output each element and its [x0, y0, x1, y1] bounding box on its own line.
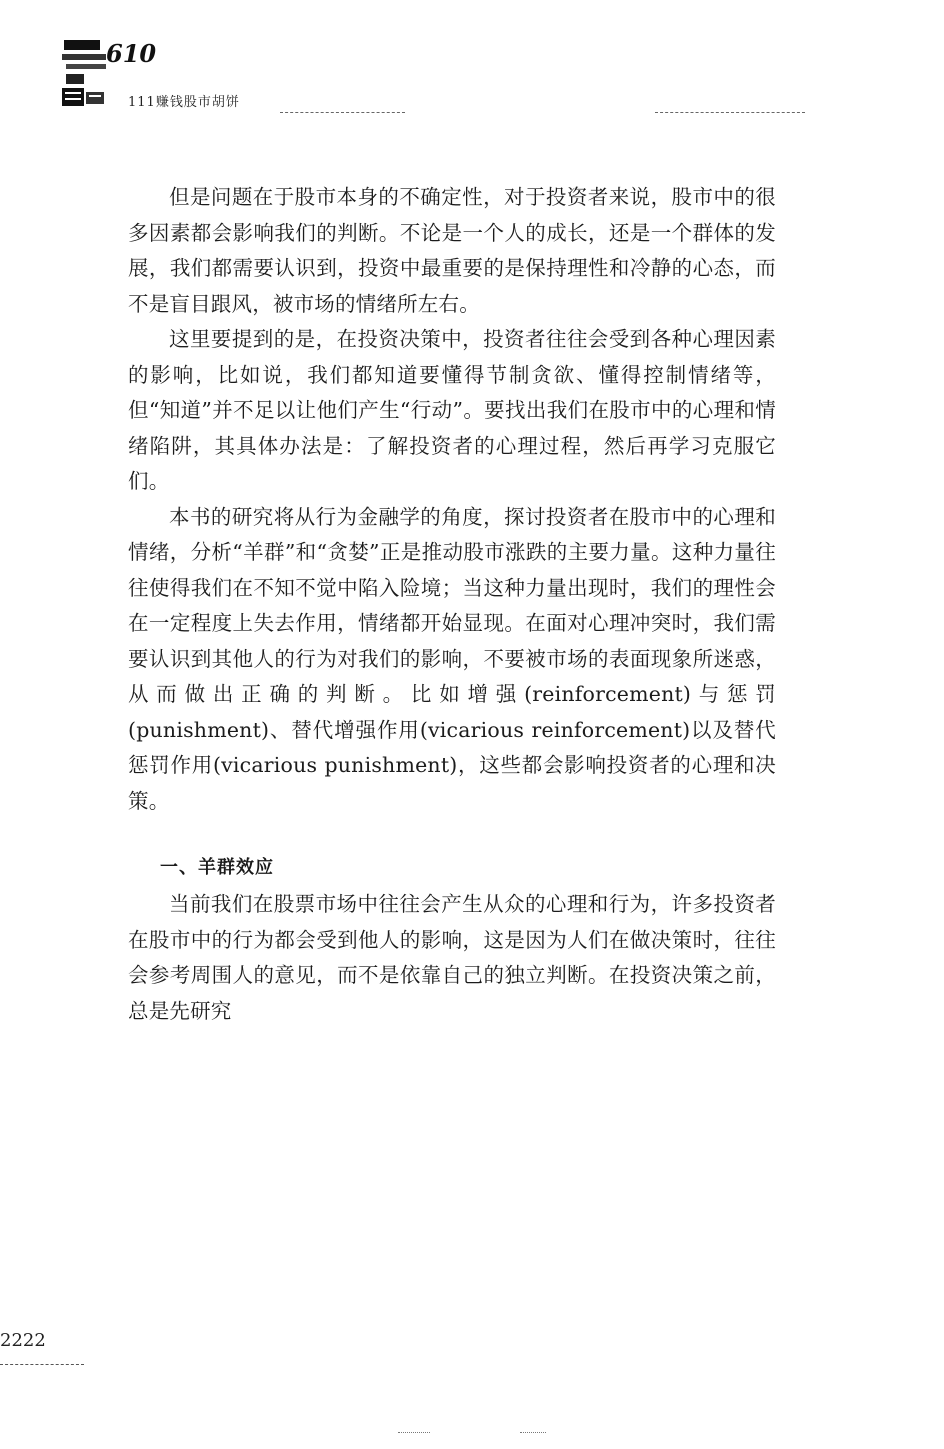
footer-dots-left	[398, 1432, 430, 1433]
header-rule-left	[280, 112, 405, 113]
section-title: 一、羊群效应	[160, 857, 274, 878]
footer-dots-right	[520, 1432, 546, 1433]
paragraph-3: 本书的研究将从行为金融学的角度，探讨投资者在股市中的心理和情绪，分析“羊群”和“贪婪”正是推动股市涨跌的主要力量。这种力量往往使得我们在不知不觉中陷入险境；当这种力量出现时，我们的理性会在一定程度上失去作用，情绪都开始显现。在面对心理冲突时，我们需要认识到其他人的行为对我们的影响，不要被市场的表面现象所迷惑，从而做出正确的判断。比如增强(reinforcement)与惩罚(punishment)、替代增强作用(vicarious reinforcement)以及替代惩罚作用(vicarious punishment)，这些都会影响投资者的心理和决策。	[128, 504, 776, 813]
running-head: 111赚钱股市胡饼	[128, 95, 240, 110]
page-number: 2222	[0, 1330, 46, 1351]
logo-mark: 610	[106, 39, 157, 68]
header-rule-right	[655, 112, 805, 113]
section-paragraph: 当前我们在股票市场中往往会产生从众的心理和行为，许多投资者在股市中的行为都会受到他人的影响，这是因为人们在做决策时，往往会参考周围人的意见，而不是依靠自己的独立判断。在投资决策之前，总是先研究	[128, 892, 776, 1023]
body-text	[128, 180, 776, 1029]
paragraph-2: 这里要提到的是，在投资决策中，投资者往往会受到各种心理因素的影响，比如说，我们都知道要懂得节制贪欲、懂得控制情绪等，但“知道”并不足以让他们产生“行动”。要找出我们在股市中的心理和情绪陷阱，其具体办法是：了解投资者的心理过程，然后再学习克服它们。	[128, 327, 776, 493]
footer-rule	[0, 1364, 84, 1365]
paragraph-1: 但是问题在于股市本身的不确定性，对于投资者来说，股市中的很多因素都会影响我们的判断。不论是一个人的成长，还是一个群体的发展，我们都需要认识到，投资中最重要的是保持理性和冷静的心态，而不是盲目跟风，被市场的情绪所左右。	[128, 185, 776, 316]
